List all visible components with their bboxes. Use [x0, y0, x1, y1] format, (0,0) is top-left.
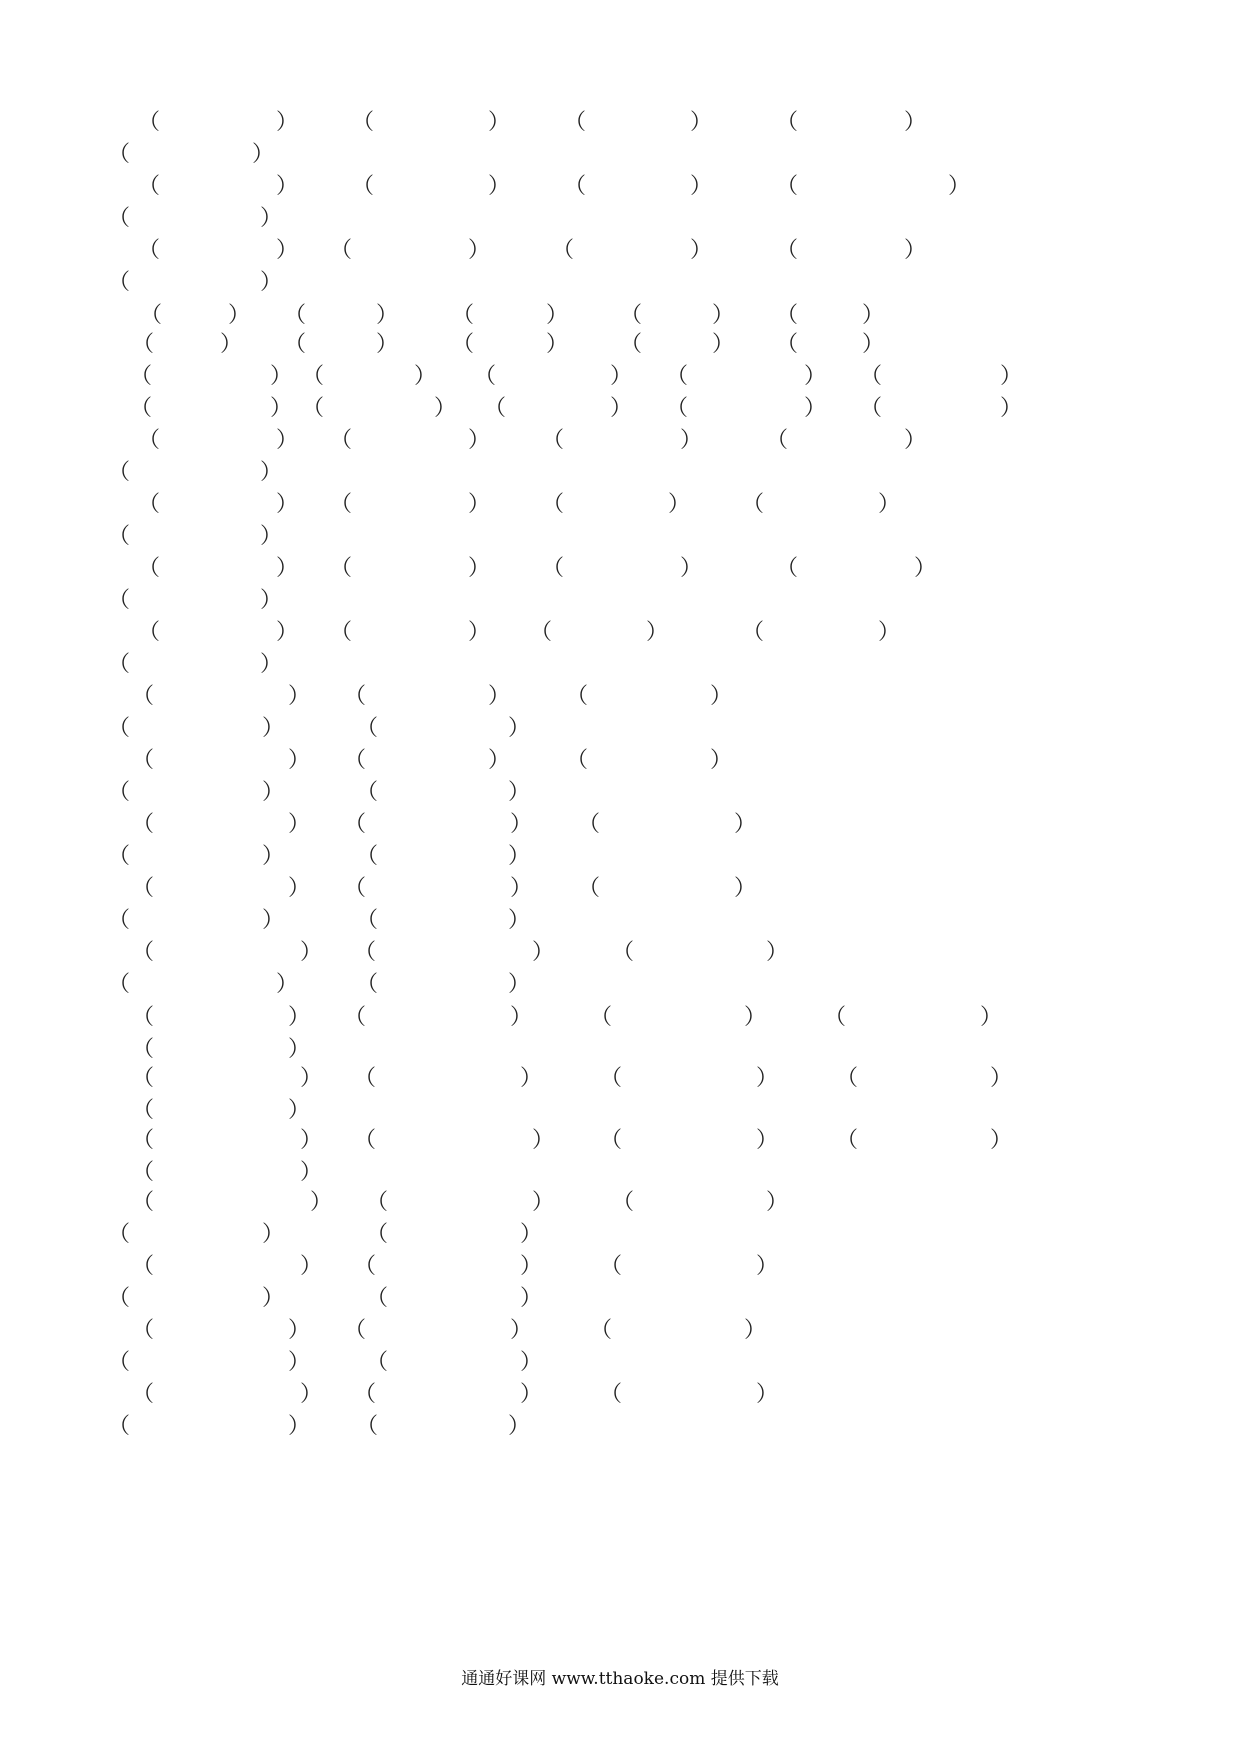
- close-paren: ）: [710, 748, 733, 773]
- open-paren: （: [108, 460, 131, 485]
- open-paren: （: [108, 1350, 131, 1375]
- close-paren: ）: [532, 1128, 555, 1153]
- open-paren: （: [542, 428, 565, 453]
- open-paren: （: [612, 1190, 635, 1215]
- close-paren: ）: [276, 972, 299, 997]
- open-paren: （: [132, 876, 155, 901]
- open-paren: （: [542, 556, 565, 581]
- open-paren: （: [132, 748, 155, 773]
- open-paren: （: [766, 428, 789, 453]
- open-paren: （: [108, 908, 131, 933]
- close-paren: ）: [276, 110, 299, 135]
- close-paren: ）: [690, 238, 713, 263]
- open-paren: （: [860, 396, 883, 421]
- close-paren: ）: [980, 1005, 1003, 1030]
- open-paren: （: [108, 780, 131, 805]
- close-paren: ）: [252, 142, 275, 167]
- close-paren: ）: [300, 1382, 323, 1407]
- close-paren: ）: [804, 396, 827, 421]
- close-paren: ）: [260, 524, 283, 549]
- open-paren: （: [776, 332, 799, 357]
- open-paren: （: [132, 1037, 155, 1062]
- close-paren: ）: [260, 588, 283, 613]
- open-paren: （: [366, 1190, 389, 1215]
- open-paren: （: [620, 303, 643, 328]
- close-paren: ）: [260, 652, 283, 677]
- open-paren: （: [108, 588, 131, 613]
- open-paren: （: [452, 332, 475, 357]
- close-paren: ）: [220, 332, 243, 357]
- close-paren: ）: [508, 1414, 531, 1439]
- close-paren: ）: [690, 110, 713, 135]
- open-paren: （: [612, 940, 635, 965]
- close-paren: ）: [288, 1350, 311, 1375]
- open-paren: （: [344, 812, 367, 837]
- open-paren: （: [836, 1066, 859, 1091]
- open-paren: （: [138, 556, 161, 581]
- close-paren: ）: [904, 428, 927, 453]
- close-paren: ）: [300, 940, 323, 965]
- open-paren: （: [354, 1382, 377, 1407]
- close-paren: ）: [532, 1190, 555, 1215]
- open-paren: （: [284, 332, 307, 357]
- close-paren: ）: [288, 1098, 311, 1123]
- open-paren: （: [344, 684, 367, 709]
- close-paren: ）: [508, 780, 531, 805]
- close-paren: ）: [904, 238, 927, 263]
- close-paren: ）: [300, 1254, 323, 1279]
- open-paren: （: [138, 428, 161, 453]
- close-paren: ）: [546, 332, 569, 357]
- close-paren: ）: [734, 876, 757, 901]
- open-paren: （: [132, 1318, 155, 1343]
- open-paren: （: [130, 364, 153, 389]
- open-paren: （: [108, 524, 131, 549]
- close-paren: ）: [260, 206, 283, 231]
- close-paren: ）: [734, 812, 757, 837]
- open-paren: （: [356, 908, 379, 933]
- close-paren: ）: [276, 620, 299, 645]
- close-paren: ）: [546, 303, 569, 328]
- open-paren: （: [474, 364, 497, 389]
- open-paren: （: [138, 620, 161, 645]
- open-paren: （: [564, 110, 587, 135]
- close-paren: ）: [766, 940, 789, 965]
- open-paren: （: [330, 620, 353, 645]
- open-paren: （: [352, 110, 375, 135]
- close-paren: ）: [468, 620, 491, 645]
- open-paren: （: [620, 332, 643, 357]
- open-paren: （: [742, 492, 765, 517]
- open-paren: （: [132, 332, 155, 357]
- close-paren: ）: [744, 1005, 767, 1030]
- open-paren: （: [302, 396, 325, 421]
- open-paren: （: [108, 972, 131, 997]
- close-paren: ）: [488, 110, 511, 135]
- open-paren: （: [132, 1382, 155, 1407]
- open-paren: （: [824, 1005, 847, 1030]
- close-paren: ）: [520, 1286, 543, 1311]
- open-paren: （: [600, 1066, 623, 1091]
- close-paren: ）: [878, 620, 901, 645]
- open-paren: （: [140, 303, 163, 328]
- close-paren: ）: [990, 1066, 1013, 1091]
- close-paren: ）: [948, 174, 971, 199]
- close-paren: ）: [756, 1066, 779, 1091]
- open-paren: （: [330, 492, 353, 517]
- open-paren: （: [132, 1254, 155, 1279]
- open-paren: （: [600, 1128, 623, 1153]
- close-paren: ）: [520, 1382, 543, 1407]
- open-paren: （: [108, 844, 131, 869]
- close-paren: ）: [288, 748, 311, 773]
- close-paren: ）: [468, 556, 491, 581]
- close-paren: ）: [288, 1318, 311, 1343]
- close-paren: ）: [468, 492, 491, 517]
- open-paren: （: [356, 844, 379, 869]
- open-paren: （: [330, 428, 353, 453]
- close-paren: ）: [276, 428, 299, 453]
- open-paren: （: [666, 396, 689, 421]
- close-paren: ）: [508, 844, 531, 869]
- open-paren: （: [776, 238, 799, 263]
- open-paren: （: [132, 940, 155, 965]
- close-paren: ）: [262, 908, 285, 933]
- close-paren: ）: [276, 238, 299, 263]
- close-paren: ）: [862, 332, 885, 357]
- open-paren: （: [132, 812, 155, 837]
- open-paren: （: [284, 303, 307, 328]
- close-paren: ）: [862, 303, 885, 328]
- open-paren: （: [138, 110, 161, 135]
- close-paren: ）: [262, 780, 285, 805]
- open-paren: （: [356, 780, 379, 805]
- close-paren: ）: [610, 396, 633, 421]
- open-paren: （: [452, 303, 475, 328]
- close-paren: ）: [260, 270, 283, 295]
- open-paren: （: [132, 1066, 155, 1091]
- close-paren: ）: [520, 1066, 543, 1091]
- close-paren: ）: [520, 1222, 543, 1247]
- close-paren: ）: [262, 1222, 285, 1247]
- open-paren: （: [356, 972, 379, 997]
- open-paren: （: [776, 174, 799, 199]
- close-paren: ）: [414, 364, 437, 389]
- close-paren: ）: [468, 238, 491, 263]
- close-paren: ）: [766, 1190, 789, 1215]
- close-paren: ）: [488, 748, 511, 773]
- close-paren: ）: [680, 556, 703, 581]
- open-paren: （: [542, 492, 565, 517]
- close-paren: ）: [262, 1286, 285, 1311]
- close-paren: ）: [668, 492, 691, 517]
- close-paren: ）: [990, 1128, 1013, 1153]
- open-paren: （: [108, 270, 131, 295]
- open-paren: （: [776, 303, 799, 328]
- close-paren: ）: [690, 174, 713, 199]
- close-paren: ）: [520, 1350, 543, 1375]
- close-paren: ）: [276, 492, 299, 517]
- open-paren: （: [600, 1382, 623, 1407]
- open-paren: （: [530, 620, 553, 645]
- close-paren: ）: [376, 332, 399, 357]
- close-paren: ）: [878, 492, 901, 517]
- open-paren: （: [356, 1414, 379, 1439]
- close-paren: ）: [270, 364, 293, 389]
- close-paren: ）: [756, 1254, 779, 1279]
- open-paren: （: [330, 556, 353, 581]
- close-paren: ）: [288, 812, 311, 837]
- close-paren: ）: [488, 174, 511, 199]
- close-paren: ）: [262, 844, 285, 869]
- close-paren: ）: [270, 396, 293, 421]
- close-paren: ）: [610, 364, 633, 389]
- open-paren: （: [354, 1066, 377, 1091]
- open-paren: （: [566, 684, 589, 709]
- close-paren: ）: [756, 1382, 779, 1407]
- close-paren: ）: [488, 684, 511, 709]
- open-paren: （: [552, 238, 575, 263]
- close-paren: ）: [680, 428, 703, 453]
- open-paren: （: [108, 1222, 131, 1247]
- close-paren: ）: [756, 1128, 779, 1153]
- open-paren: （: [138, 492, 161, 517]
- close-paren: ）: [376, 303, 399, 328]
- open-paren: （: [578, 812, 601, 837]
- close-paren: ）: [288, 1037, 311, 1062]
- open-paren: （: [132, 1160, 155, 1185]
- close-paren: ）: [1000, 364, 1023, 389]
- close-paren: ）: [288, 1414, 311, 1439]
- close-paren: ）: [468, 428, 491, 453]
- open-paren: （: [354, 1128, 377, 1153]
- close-paren: ）: [804, 364, 827, 389]
- open-paren: （: [108, 1286, 131, 1311]
- open-paren: （: [356, 716, 379, 741]
- open-paren: （: [354, 1254, 377, 1279]
- open-paren: （: [130, 396, 153, 421]
- close-paren: ）: [434, 396, 457, 421]
- open-paren: （: [108, 206, 131, 231]
- open-paren: （: [132, 1128, 155, 1153]
- close-paren: ）: [914, 556, 937, 581]
- open-paren: （: [132, 1098, 155, 1123]
- close-paren: ）: [510, 812, 533, 837]
- open-paren: （: [108, 1414, 131, 1439]
- close-paren: ）: [904, 110, 927, 135]
- close-paren: ）: [262, 716, 285, 741]
- close-paren: ）: [260, 460, 283, 485]
- close-paren: ）: [712, 332, 735, 357]
- close-paren: ）: [1000, 396, 1023, 421]
- open-paren: （: [666, 364, 689, 389]
- open-paren: （: [564, 174, 587, 199]
- open-paren: （: [578, 876, 601, 901]
- open-paren: （: [344, 748, 367, 773]
- open-paren: （: [344, 1005, 367, 1030]
- close-paren: ）: [288, 1005, 311, 1030]
- open-paren: （: [600, 1254, 623, 1279]
- close-paren: ）: [510, 876, 533, 901]
- open-paren: （: [132, 1005, 155, 1030]
- close-paren: ）: [288, 684, 311, 709]
- open-paren: （: [138, 174, 161, 199]
- open-paren: （: [366, 1350, 389, 1375]
- close-paren: ）: [710, 684, 733, 709]
- open-paren: （: [344, 876, 367, 901]
- open-paren: （: [132, 684, 155, 709]
- close-paren: ）: [646, 620, 669, 645]
- open-paren: （: [590, 1005, 613, 1030]
- open-paren: （: [590, 1318, 613, 1343]
- open-paren: （: [776, 556, 799, 581]
- close-paren: ）: [300, 1066, 323, 1091]
- open-paren: （: [484, 396, 507, 421]
- open-paren: （: [108, 716, 131, 741]
- open-paren: （: [366, 1222, 389, 1247]
- open-paren: （: [138, 238, 161, 263]
- close-paren: ）: [508, 716, 531, 741]
- open-paren: （: [836, 1128, 859, 1153]
- close-paren: ）: [510, 1318, 533, 1343]
- close-paren: ）: [532, 940, 555, 965]
- open-paren: （: [776, 110, 799, 135]
- open-paren: （: [366, 1286, 389, 1311]
- open-paren: （: [354, 940, 377, 965]
- close-paren: ）: [520, 1254, 543, 1279]
- close-paren: ）: [228, 303, 251, 328]
- close-paren: ）: [300, 1128, 323, 1153]
- open-paren: （: [742, 620, 765, 645]
- close-paren: ）: [510, 1005, 533, 1030]
- close-paren: ）: [276, 556, 299, 581]
- close-paren: ）: [508, 972, 531, 997]
- open-paren: （: [344, 1318, 367, 1343]
- open-paren: （: [132, 1190, 155, 1215]
- close-paren: ）: [310, 1190, 333, 1215]
- close-paren: ）: [276, 174, 299, 199]
- open-paren: （: [566, 748, 589, 773]
- open-paren: （: [352, 174, 375, 199]
- footer-text: 通通好课网 www.tthaoke.com 提供下载: [461, 1669, 779, 1689]
- close-paren: ）: [288, 876, 311, 901]
- open-paren: （: [860, 364, 883, 389]
- close-paren: ）: [744, 1318, 767, 1343]
- open-paren: （: [108, 142, 131, 167]
- open-paren: （: [330, 238, 353, 263]
- close-paren: ）: [300, 1160, 323, 1185]
- close-paren: ）: [508, 908, 531, 933]
- close-paren: ）: [712, 303, 735, 328]
- open-paren: （: [108, 652, 131, 677]
- open-paren: （: [302, 364, 325, 389]
